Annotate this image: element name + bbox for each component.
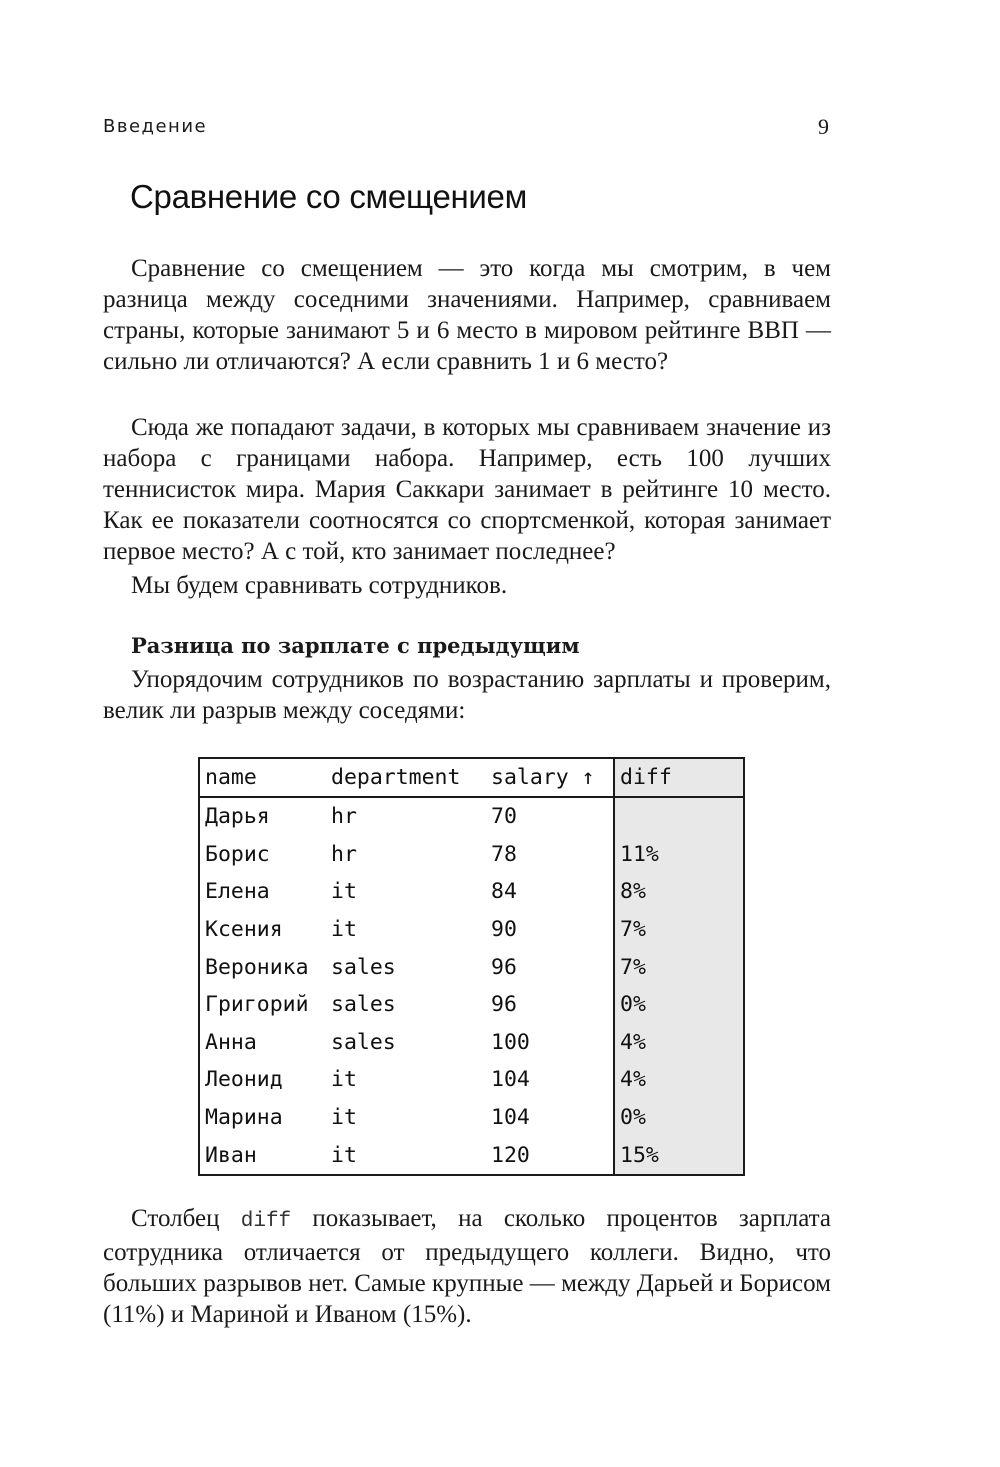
cell-salary: 104 [491,1067,530,1093]
conclusion-text-start: Столбец [131,1205,241,1232]
cell-department: it [331,1105,357,1131]
conclusion-text-end: показывает, на сколько процентов зарплата сотрудника отличается от предыдущего коллеги. Видно, что больших разрывов нет. Самые крупные — между Дарьей и Борисом (11%) и Мариной и Иваном (15%). [103,1205,832,1328]
cell-name: Иван [205,1142,257,1168]
table-row [199,873,744,911]
cell-salary: 120 [491,1142,530,1168]
subheading: Разница по зарплате с предыдущим [131,633,580,658]
cell-diff [614,797,744,836]
paragraph-conclusion [103,1203,831,1330]
paragraph-employees: Мы будем сравнивать сотрудников. [131,572,508,599]
salary-diff-table [198,757,745,1176]
cell-salary: 100 [491,1029,530,1055]
cell-diff: 8% [614,873,744,911]
table-row [199,948,744,986]
cell-department: it [331,917,357,943]
cell-diff: 7% [614,911,744,949]
page-number: 9 [818,114,829,139]
cell-salary: 96 [491,954,517,980]
column-header-diff: diff [614,758,744,797]
cell-name: Дарья [205,804,270,830]
cell-department: sales [331,954,396,980]
cell-department: it [331,1142,357,1168]
cell-diff: 0% [614,1099,744,1137]
column-header-department: department [326,758,486,797]
cell-salary: 104 [491,1105,530,1131]
cell-diff: 15% [614,1136,744,1175]
cell-salary: 96 [491,992,517,1018]
table-row [199,1024,744,1062]
column-header-salary: salary ↑ [486,758,614,797]
column-header-name: name [199,758,326,797]
section-title: Сравнение со смещением [130,178,527,215]
cell-department: hr [331,841,357,867]
cell-diff: 0% [614,986,744,1024]
paragraph-table-intro: Упорядочим сотрудников по возрастанию зарплаты и проверим, велик ли разрыв между соседями: [103,666,831,724]
cell-diff: 4% [614,1024,744,1062]
table-row [199,1136,744,1175]
table-row [199,1099,744,1137]
cell-diff: 7% [614,948,744,986]
running-head: Введение [103,116,208,137]
cell-salary: 90 [491,917,517,943]
cell-diff: 11% [614,836,744,874]
cell-department: sales [331,1029,396,1055]
cell-name: Борис [205,841,270,867]
cell-department: it [331,1067,357,1093]
cell-department: hr [331,804,357,830]
table-row [199,1061,744,1099]
table-body [199,797,744,1175]
cell-name: Леонид [205,1067,283,1093]
paragraph-intro: Сравнение со смещением — это когда мы смотрим, в чем разница между соседними значениями. Например, сравниваем страны, которые занимают 5 и 6 место в мировом рейтинге ВВП — сильно ли отличаются? А если сравнить 1 и 6 место? [103,255,831,375]
cell-salary: 84 [491,879,517,905]
paragraph-examples: Сюда же попадают задачи, в которых мы сравниваем значение из набора с границами набора. Например, есть 100 лучших теннисисток мира. Мария Саккари занимает в рейтинге 10 место. Как ее показатели соотносятся со спортсменкой, которая занимает первое место? А с той, кто занимает последнее? [103,414,831,565]
cell-name: Елена [205,879,270,905]
table-row [199,986,744,1024]
cell-name: Ксения [205,917,283,943]
cell-name: Григорий [205,992,309,1018]
table-header-row [199,758,744,797]
inline-code-diff: diff [240,1210,292,1233]
table-row [199,797,744,836]
cell-name: Марина [205,1105,283,1131]
table-row [199,911,744,949]
cell-name: Вероника [205,954,309,980]
cell-salary: 70 [491,804,517,830]
cell-salary: 78 [491,841,517,867]
cell-diff: 4% [614,1061,744,1099]
cell-name: Анна [205,1029,257,1055]
cell-department: it [331,879,357,905]
cell-department: sales [331,992,396,1018]
table-row [199,836,744,874]
